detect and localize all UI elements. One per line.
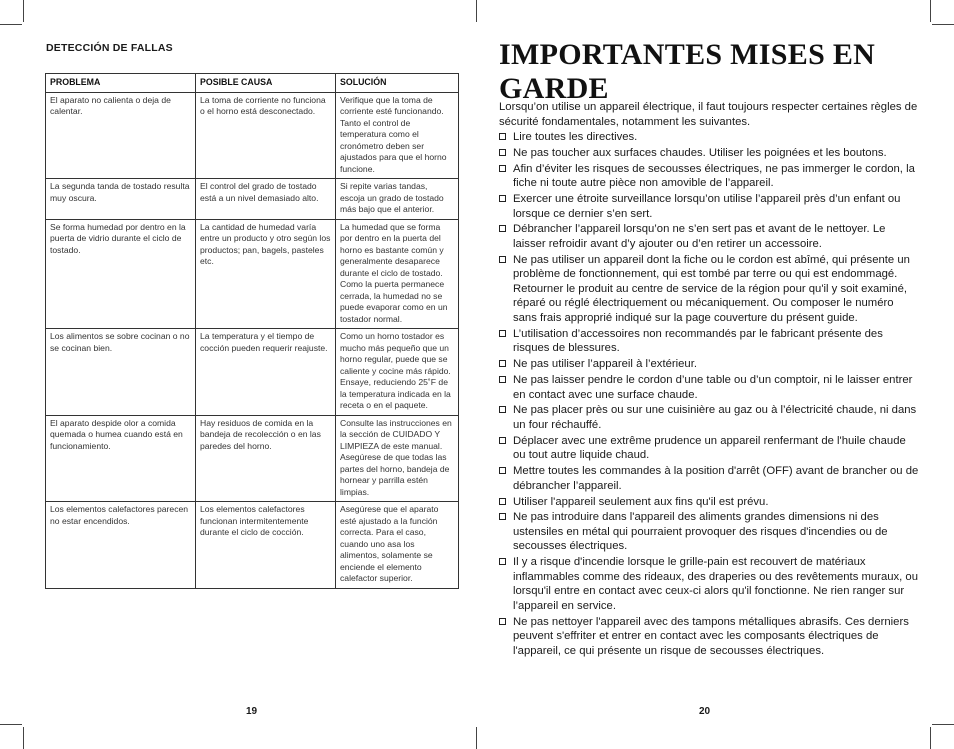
- checkbox-square-icon: [499, 376, 506, 383]
- list-item: [499, 464, 919, 493]
- list-item-text: L’utilisation d’accessoires non recommandés par le fabricant présente des risques de blessures.: [513, 327, 883, 355]
- list-item: [499, 192, 919, 221]
- problem-cell: Los alimentos se sobre cocinan o no se cocinan bien.: [46, 329, 196, 416]
- checkbox-square-icon: [499, 149, 506, 156]
- table-row: [46, 415, 459, 502]
- list-item-text: Ne pas utiliser un appareil dont la fiche ou le cordon est abîmé, qui présente un problème de fonctionnement, qui est tombé par terre ou qui est endommagé. Retourner le produit au centre de service de la région pour qu'il y soit examiné, réparé ou réglé électriquement ou mécaniquement. Ou composer le numéro sans frais approprié indiqué sur la page couverture du présent guide.: [513, 253, 910, 325]
- list-item-text: Ne pas utiliser l’appareil à l’extérieur.: [513, 358, 697, 371]
- section-heading: DETECCIÓN DE FALLAS: [46, 42, 173, 54]
- list-item-text: Lire toutes les directives.: [513, 131, 638, 143]
- list-item-text: Ne pas placer près ou sur une cuisinière au gaz ou à l’électricité chaude, ni dans un four réchauffé.: [513, 404, 917, 431]
- list-item: [499, 510, 919, 554]
- table-row: [46, 92, 459, 179]
- checkbox-square-icon: [499, 133, 506, 140]
- cause-cell: El control del grado de tostado está a un nivel demasiado alto.: [196, 179, 336, 220]
- checkbox-square-icon: [499, 256, 506, 263]
- cause-cell: La cantidad de humedad varía entre un producto y otro según los productos; pan, bagels, pasteles etc.: [196, 219, 336, 329]
- page-number: 20: [699, 706, 711, 717]
- list-item-text: Ne pas nettoyer l'appareil avec des tampons métalliques abrasifs. Ces derniers peuvent s'effriter et entrer en contact avec les composants électriques de l'appareil, ce qui présente un risque de secousses électriques.: [513, 615, 909, 657]
- list-item-text: Utiliser l'appareil seulement aux fins qu'il est prévu.: [513, 495, 769, 508]
- list-item-text: Exercer une étroite surveillance lorsqu’on utilise l’appareil près d’un enfant ou lorsque ce dernier s’en sert.: [513, 192, 901, 220]
- table-row: [46, 219, 459, 329]
- page-number: 19: [246, 706, 258, 717]
- checkbox-square-icon: [499, 467, 506, 474]
- list-item-text: Ne pas introduire dans l'appareil des aliments grandes dimensions ni des ustensiles en métal qui pourraient provoquer des risques d'incendies ou de secousses électriques.: [513, 511, 888, 553]
- list-item-text: Débrancher l’appareil lorsqu’on ne s’en sert pas et avant de le nettoyer. Le laisser refroidir avant d’y ajouter ou d’en retirer un accessoire.: [513, 223, 886, 250]
- intro-paragraph: Lorsqu’on utilise un appareil électrique, il faut toujours respecter certaines règles de sécurité fondamentales, notamment les suivantes.: [499, 101, 918, 128]
- solution-cell: Verifique que la toma de corriente esté funcionando. Tanto el control de temperatura como el cronómetro deben ser ajustados para que el horno funcione.: [336, 92, 459, 179]
- solution-cell: Consulte las instrucciones en la sección de CUIDADO Y LIMPIEZA de este manual. Asegúrese de que todas las partes del horno, bandeja de hornear y parrilla estén limpias.: [336, 415, 459, 502]
- checkbox-square-icon: [499, 618, 506, 625]
- list-item-text: Il y a risque d'incendie lorsque le grille-pain est recouvert de matériaux inflammables comme des rideaux, des draperies ou des revêtements muraux, ou lorsqu'il entre en contact avec ceux-ci alors qu'il fonctionne. Ne rien ranger sur l’appareil en service.: [513, 556, 918, 613]
- checkbox-square-icon: [499, 225, 506, 232]
- list-item: [499, 495, 919, 510]
- table-row: [46, 502, 459, 589]
- list-item: [499, 130, 919, 145]
- cause-cell: La toma de corriente no funciona o el horno está desconectado.: [196, 92, 336, 179]
- table-row: [46, 179, 459, 220]
- problem-cell: El aparato despide olor a comida quemada o humea cuando está en funcionamiento.: [46, 415, 196, 502]
- solution-cell: Como un horno tostador es mucho más pequeño que un horno regular, puede que se caliente y cocine más rápido. Ensaye, reduciendo 25˚F de la temperatura indicada en la receta o en el paquete.: [336, 329, 459, 416]
- list-item: [499, 357, 919, 372]
- list-item-text: Ne pas laisser pendre le cordon d’une table ou d’un comptoir, ni le laisser entrer en contact avec une surface chaude.: [513, 374, 913, 401]
- list-item: [499, 434, 919, 463]
- checkbox-square-icon: [499, 330, 506, 337]
- column-header-cause: POSIBLE CAUSA: [196, 74, 336, 93]
- list-item: [499, 222, 919, 251]
- checkbox-square-icon: [499, 406, 506, 413]
- cause-cell: Los elementos calefactores funcionan intermitentemente durante el ciclo de cocción.: [196, 502, 336, 589]
- column-header-problem: PROBLEMA: [46, 74, 196, 93]
- solution-cell: Asegúrese que el aparato esté ajustado a la función correcta. Para el caso, cuando uno asa los alimentos, solamente se enciende el elemento calefactor superior.: [336, 502, 459, 589]
- list-item: [499, 615, 919, 659]
- page-title: IMPORTANTES MISES EN GARDE: [499, 38, 876, 105]
- list-item: [499, 555, 919, 613]
- checkbox-square-icon: [499, 360, 506, 367]
- problem-cell: Se forma humedad por dentro en la puerta de vidrio durante el ciclo de tostado.: [46, 219, 196, 329]
- checkbox-square-icon: [499, 558, 506, 565]
- checkbox-square-icon: [499, 437, 506, 444]
- list-item: [499, 327, 919, 356]
- safeguards-list: [499, 130, 919, 660]
- right-page: [477, 0, 954, 749]
- column-header-solution: SOLUCIÓN: [336, 74, 459, 93]
- list-item-text: Ne pas toucher aux surfaces chaudes. Utiliser les poignées et les boutons.: [513, 146, 887, 159]
- checkbox-square-icon: [499, 513, 506, 520]
- table-row: [46, 329, 459, 416]
- list-item: [499, 403, 919, 432]
- checkbox-square-icon: [499, 165, 506, 172]
- list-item-text: Déplacer avec une extrême prudence un appareil renfermant de l'huile chaude ou tout autre liquide chaud.: [513, 434, 906, 462]
- problem-cell: Los elementos calefactores parecen no estar encendidos.: [46, 502, 196, 589]
- solution-cell: Si repite varias tandas, escoja un grado de tostado más bajo que el anterior.: [336, 179, 459, 220]
- solution-cell: La humedad que se forma por dentro en la puerta del horno es bastante común y generalmente desaparece durante el ciclo de tostado. Como la puerta permanece cerrada, la humedad no se puede evaporar como en un tostador normal.: [336, 219, 459, 329]
- checkbox-square-icon: [499, 498, 506, 505]
- list-item: [499, 146, 919, 161]
- list-item-text: Afin d’éviter les risques de secousses électriques, ne pas immerger le cordon, la fiche ni toute autre pièce non amovible de l’appareil.: [513, 162, 915, 190]
- list-item: [499, 373, 919, 402]
- list-item: [499, 162, 919, 191]
- cause-cell: La temperatura y el tiempo de cocción pueden requerir reajuste.: [196, 329, 336, 416]
- problem-cell: El aparato no calienta o deja de calentar.: [46, 92, 196, 179]
- checkbox-square-icon: [499, 195, 506, 202]
- list-item: [499, 253, 919, 326]
- cause-cell: Hay residuos de comida en la bandeja de recolección o en las paredes del horno.: [196, 415, 336, 502]
- table-header-row: [46, 74, 459, 93]
- troubleshooting-table: [45, 73, 459, 589]
- list-item-text: Mettre toutes les commandes à la position d'arrêt (OFF) avant de brancher ou de débrancher l’appareil.: [513, 465, 919, 492]
- problem-cell: La segunda tanda de tostado resulta muy oscura.: [46, 179, 196, 220]
